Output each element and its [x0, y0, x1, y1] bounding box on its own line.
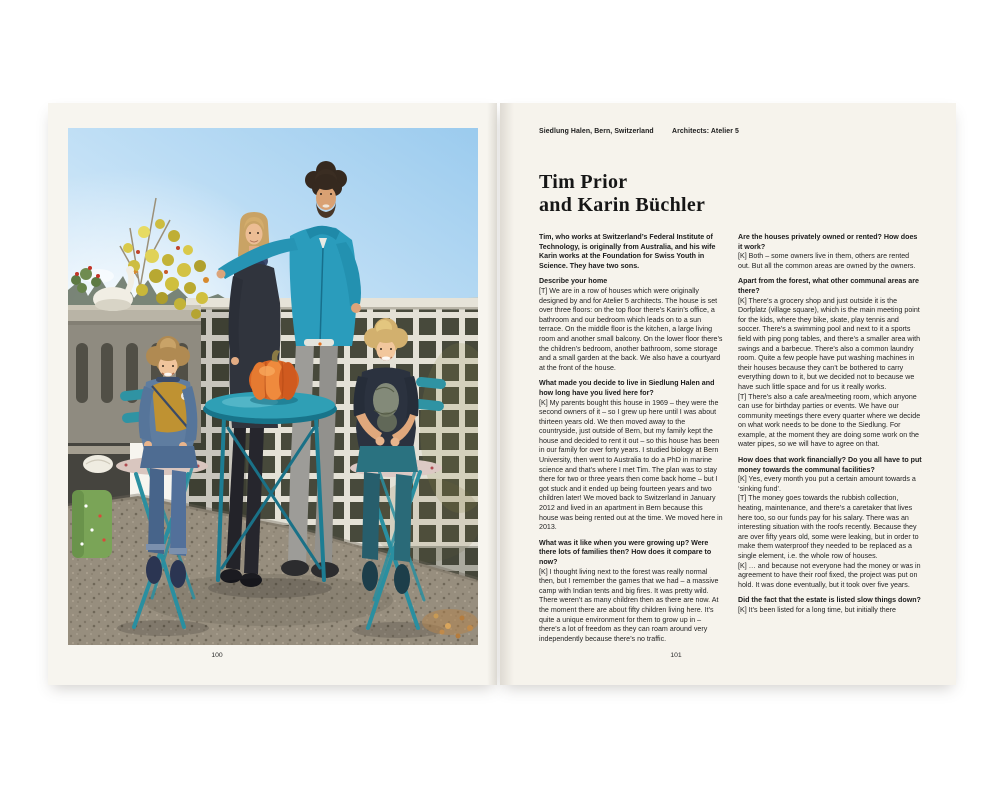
family-photo	[68, 128, 478, 645]
text-column-left	[539, 233, 723, 644]
answer-paragraph: [K] It’s been listed for a long time, but initially there	[738, 605, 896, 614]
intro-paragraph: Tim, who works at Switzerland’s Federal Institute of Technology, is originally from Australia, and his wife Karin works at the Foundation for Swiss Youth in Science. They have two sons.	[539, 233, 716, 270]
question-heading: What was it like when you were growing up? Were there lots of families then? How does it compare to now?	[539, 538, 712, 566]
question-heading: What made you decide to live in Siedlung Halen and how long have you lived here for?	[539, 379, 715, 397]
question-heading: Are the houses privately owned or rented? How does it work?	[738, 233, 918, 251]
running-head-location: Siedlung Halen, Bern, Switzerland	[539, 128, 654, 135]
garden-bag	[72, 490, 112, 558]
interview-section	[738, 233, 922, 271]
question-heading: Apart from the forest, what other communal areas are there?	[738, 277, 919, 295]
running-head-architects: Architects: Atelier 5	[672, 128, 739, 135]
interview-section	[738, 596, 922, 615]
question-heading: Describe your home	[539, 277, 608, 286]
interview-section	[539, 277, 723, 373]
interview-section	[738, 277, 922, 450]
page-number-left: 100	[211, 652, 223, 659]
answer-paragraph: [K] I thought living next to the forest was really normal then, but I remember the games that we had – a massive camp with Indian tents and big fires. It was pretty wild. There weren’t as many children then as there are now. At the moment there are about fifty children living here. It’s quite a unique environment for them to grow up in – there’s a lot of freedom as they can roam around very independently because there’s no traffic.	[539, 567, 719, 643]
interview-section	[539, 379, 723, 533]
answer-paragraph: [K] … and because not everyone had the money or was in agreement to have their roof fixed, the project was put on hold. It was done eventually, but it took over five years.	[738, 561, 921, 589]
question-heading: How does that work financially? Do you all have to put money towards the communal facilities?	[738, 456, 922, 474]
question-heading: Did the fact that the estate is listed slow things down?	[738, 596, 921, 605]
interview-section	[738, 456, 922, 590]
article-title	[539, 171, 705, 217]
right-page	[500, 103, 956, 685]
spine-shadow	[500, 103, 514, 685]
answer-paragraph: [K] Yes, every month you put a certain amount towards a ‘sinking fund’.	[738, 475, 916, 493]
interview-section	[539, 539, 723, 645]
spine-shadow	[487, 103, 497, 685]
answer-paragraph: [K] Both – some owners live in them, others are rented out. But all the common areas are owned by the owners.	[738, 252, 916, 270]
answer-paragraph: [K] There’s a grocery shop and just outside it is the Dorfplatz (village square), which is the main meeting point for the kids, where they bike, skate, play tennis and soccer. There’s a swimming pool and next to it a sports field with ping pong tables, and there’s a smaller area with swings and a barbecue. There’s also a common laundry room. Quite a few people have put washing machines in their houses because they can’t be bothered to carry everything down to it, but we decided not to because we have such little space and for us it really works.	[738, 296, 921, 391]
article-title-line1: Tim Prior	[539, 171, 628, 193]
interview-sections-left	[539, 277, 723, 644]
answer-paragraph: [K] My parents bought this house in 1969 – they were the second owners of it – so I grew up here until I was about thirteen years old. We then moved away to the countryside, just outside of Bern, but my family kept the house and decided to rent it out – so this house has been in our family for over forty years. I studied biology at Bern University, then went to Australia to do a PhD in marine science and that’s where I met Tim. The plan was to stay there for two or three years then come back home – but I got stuck and it ended up being fourteen years and two children later! We moved back to Switzerland in January 2012 and lived in an apartment in Bern because this house was being rented out at the time. We moved here in 2013.	[539, 398, 723, 532]
answer-paragraph: [T] There’s also a cafe area/meeting room, which anyone can use for birthday parties or events. We have our community meetings there every quarter where we decide on what work needs to be done to the Siedlung. For example, at the moment they are doing some work on the water pipes, so we will have to agree on that.	[738, 392, 921, 449]
article-title-line2: and Karin Büchler	[539, 194, 706, 216]
page-number-right: 101	[670, 652, 682, 659]
text-column-right	[738, 233, 922, 616]
family-photo-illustration	[68, 128, 478, 645]
interview-sections-right	[738, 233, 922, 616]
answer-paragraph: [T] The money goes towards the rubbish collection, heating, maintenance, and there’s a caretaker that lives here too, so our funds pay for his salary. There was an interesting situation with the roofs recently. Because they are over fifty years old, some were leaking, but in order to make them waterproof they needed to be replaced as a single element, i.e. the whole row of houses.	[738, 494, 919, 560]
answer-paragraph: [T] We are in a row of houses which were originally designed by and for Atelier 5 architects. The house is set over three floors: on the top floor there’s Karin’s office, a bathroom and our bedroom which leads on to a sun terrace. On the middle floor is the kitchen, a large living room and another small balcony. On the lower floor there’s the children’s bedroom, another bathroom, some storage and a small garden at the back. We also have a courtyard at the front of the house.	[539, 286, 723, 372]
left-page	[48, 103, 497, 685]
